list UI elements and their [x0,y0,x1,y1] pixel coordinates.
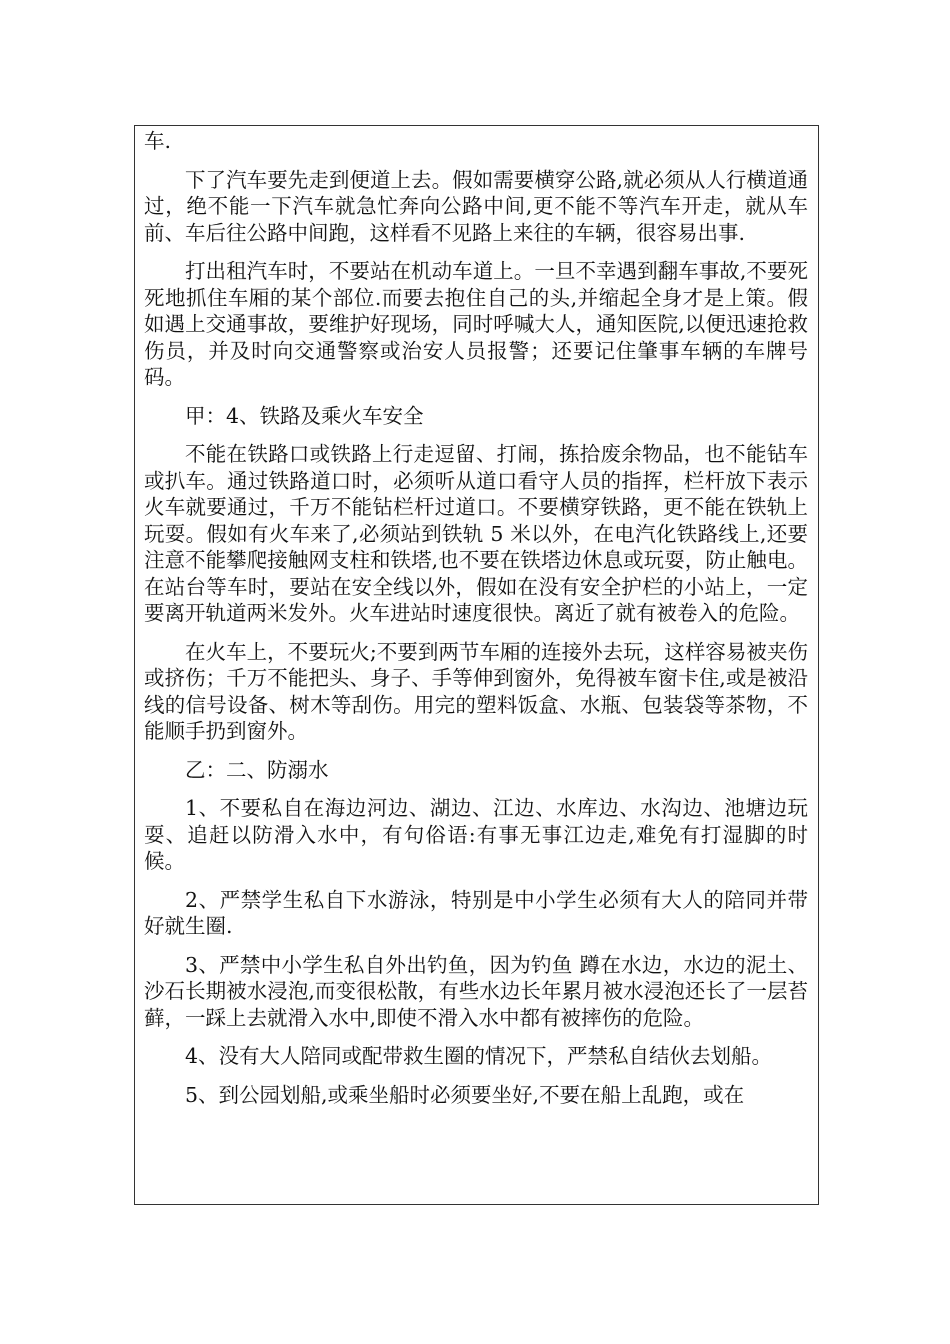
paragraph-crossing-road: 下了汽车要先走到便道上去。假如需要横穿公路,就必须从人行横道通过，绝不能一下汽车就急忙奔向公路中间,更不能不等汽车开走，就从车前、车后往公路中间跑，这样看不见路上来往的车辆，很容易出事. [144,167,808,245]
paragraph-railway-rules: 不能在铁路口或铁路上行走逗留、打闹，拣拾废余物品，也不能钻车或扒车。通过铁路道口时，必须听从道口看守人员的指挥，栏杆放下表示火车就要通过，千万不能钻栏杆过道口。不要横穿铁路，更不能在铁轨上玩耍。假如有火车来了,必须站到铁轨 5 米以外，在电汽化铁路线上,还要注意不能攀爬接触网支柱和铁塔,也不要在铁塔边休息或玩耍，防止触电。在站台等车时，要站在安全线以外，假如在没有安全护栏的小站上，一定要离开轨道两米发外。火车进站时速度很快。离近了就有被卷入的危险。 [144,442,808,625]
section-heading-railway: 甲：4、铁路及乘火车安全 [185,403,424,428]
list-item-5: 5、到公园划船,或乘坐船时必须要坐好,不要在船上乱跑，或在 [185,1082,745,1107]
list-item-4: 4、没有大人陪同或配带救生圈的情况下，严禁私自结伙去划船。 [185,1044,773,1068]
section-heading-drowning: 乙：二、防溺水 [185,757,329,782]
list-item-1: 1、不要私自在海边河边、湖边、江边、水库边、水沟边、池塘边玩耍、追赶以防滑入水中，有句俗语:有事无事江边走,难免有打湿脚的时候。 [144,796,808,873]
text-frame [134,125,819,1205]
list-item-2: 2、严禁学生私自下水游泳，特别是中小学生必须有大人的陪同并带好就生圈. [144,887,808,938]
document-body [144,128,808,1120]
paragraph-train-rules: 在火车上，不要玩火;不要到两节车厢的连接外去玩，这样容易被夹伤或挤伤；千万不能把头、身子、手等伸到窗外，免得被车窗卡住,或是被沿线的信号设备、树木等刮伤。用完的塑料饭盒、水瓶、包装袋等茶物，不能顺手扔到窗外。 [144,639,808,743]
paragraph-continuation: 车. [144,129,172,153]
paragraph-taxi-safety: 打出租汽车时，不要站在机动车道上。一旦不幸遇到翻车事故,不要死死地抓住车厢的某个部位.而要去抱住自己的头,并缩起全身才是上策。假如遇上交通事故，要维护好现场，同时呼喊大人，通知医院,以便迅速抢救伤员，并及时向交通警察或治安人员报警；还要记住肇事车辆的车牌号码。 [144,259,808,389]
list-item-3: 3、严禁中小学生私自外出钓鱼，因为钓鱼 蹲在水边，水边的泥土、沙石长期被水浸泡,而变很松散，有些水边长年累月被水浸泡还长了一层苔藓，一踩上去就滑入水中,即使不滑入水中都有被摔伤的危险。 [144,952,808,1030]
